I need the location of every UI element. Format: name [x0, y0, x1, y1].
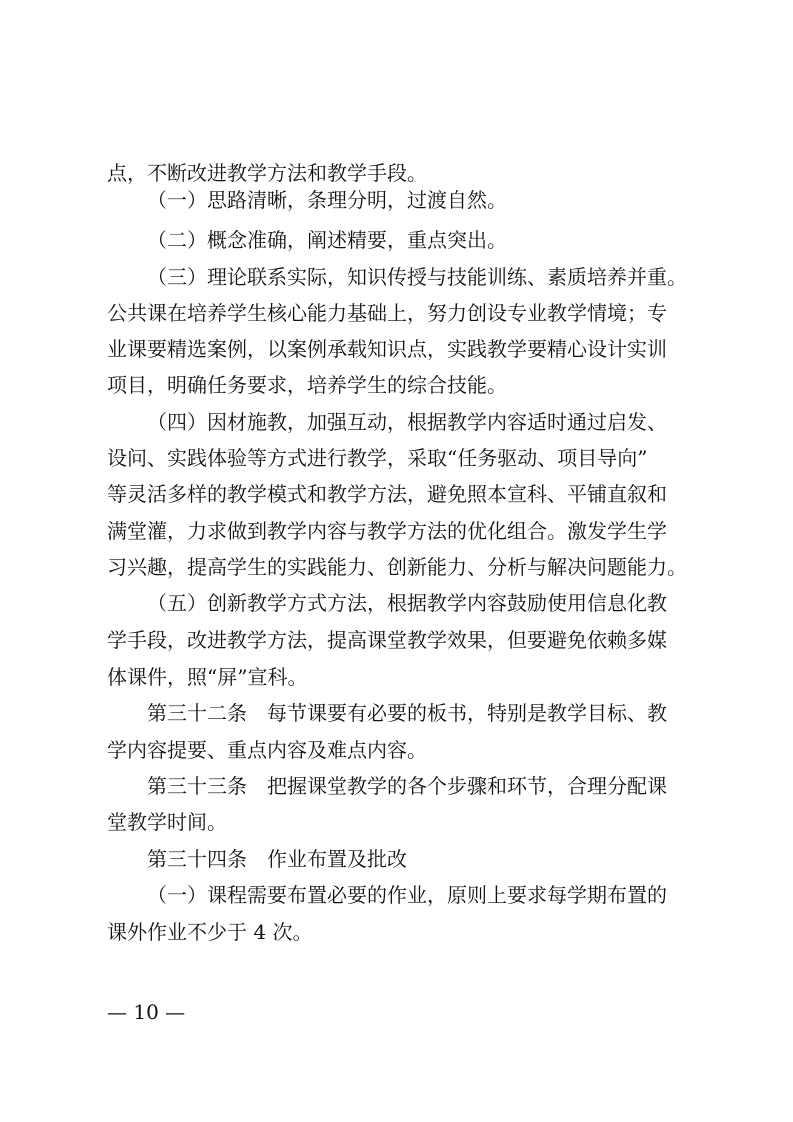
article-text: 把握课堂教学的各个步骤和环节，合理分配课 [267, 774, 667, 798]
text-line: （五）创新教学方式方法，根据教学内容鼓励使用信息化教 [147, 591, 667, 615]
text-line: 学内容提要、重点内容及难点内容。 [107, 738, 427, 762]
text-line: 业课要精选案例，以案例承载知识点，实践教学要精心设计实训 [107, 337, 667, 361]
article-text: 每节课要有必要的板书，特别是教学目标、教 [267, 701, 667, 725]
text-line: 习兴趣，提高学生的实践能力、创新能力、分析与解决问题能力。 [107, 555, 687, 579]
text-line: 公共课在培养学生核心能力基础上，努力创设专业教学情境；专 [107, 301, 667, 325]
text-line: 等灵活多样的教学模式和教学方法，避免照本宣科、平铺直叙和 [107, 482, 667, 506]
text-line: 学手段，改进教学方法，提高课堂教学效果，但要避免依赖多媒 [107, 628, 667, 652]
page-number: — 10 — [107, 1000, 186, 1024]
text-line: 堂教学时间。 [107, 810, 227, 834]
text-line: 点，不断改进教学方法和教学手段。 [107, 161, 427, 185]
article-32 [147, 701, 667, 725]
article-label: 第三十三条 [147, 774, 247, 798]
article-label: 第三十二条 [147, 701, 247, 725]
text-line: （一）思路清晰，条理分明，过渡自然。 [147, 188, 507, 212]
text-line: 满堂灌，力求做到教学内容与教学方法的优化组合。激发学生学 [107, 519, 667, 543]
text-line: 课外作业不少于 4 次。 [107, 920, 313, 944]
text-line: 设问、实践体验等方式进行教学，采取“任务驱动、项目导向” [107, 446, 648, 470]
article-label: 第三十四条 [147, 847, 247, 871]
text-line: 项目，明确任务要求，培养学生的综合技能。 [107, 373, 507, 397]
text-line: （三）理论联系实际，知识传授与技能训练、素质培养并重。 [147, 265, 687, 289]
text-line: （二）概念准确，阐述精要，重点突出。 [147, 228, 507, 252]
article-33 [147, 774, 667, 798]
text-line: （四）因材施教，加强互动，根据教学内容适时通过启发、 [147, 410, 667, 434]
text-line: （一）课程需要布置必要的作业，原则上要求每学期布置的 [147, 883, 667, 907]
article-34 [147, 847, 407, 871]
text-line: 体课件，照“屏”宣科。 [107, 665, 308, 689]
article-text: 作业布置及批改 [267, 847, 407, 871]
